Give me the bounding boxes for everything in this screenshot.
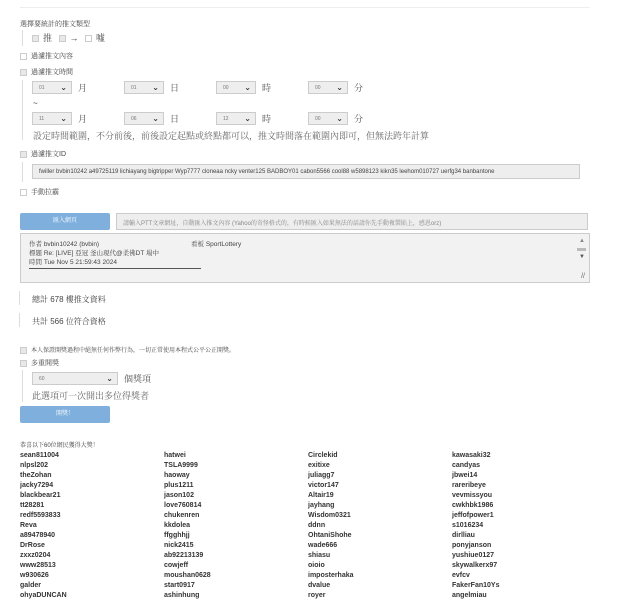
winner-name: rareribeye — [452, 482, 486, 489]
winner-name: Reva — [20, 522, 37, 529]
scroll-up-icon[interactable]: ▲ — [579, 238, 585, 244]
winner-name: jayhang — [308, 502, 335, 509]
start-month-select[interactable]: 01 ⌄ — [32, 81, 72, 94]
winner-name: TSLA9999 — [164, 462, 198, 469]
winner-name: w930626 — [20, 572, 49, 579]
winner-name: cowjeff — [164, 562, 189, 569]
winner-name: ab92213139 — [164, 552, 204, 559]
result-title: 恭喜以下60位網民獲得大獎！ — [20, 443, 99, 449]
winner-name: www28513 — [20, 562, 56, 569]
winner-name: moushan0628 — [164, 572, 211, 579]
filter-time-checkbox[interactable] — [20, 69, 27, 76]
start-day-select[interactable]: 01 ⌄ — [124, 81, 164, 94]
winner-name: evfcv — [452, 572, 470, 579]
winner-name: jbwei14 — [452, 472, 478, 479]
winner-name: FakerFan10Ys — [452, 582, 500, 589]
winner-name: victor147 — [308, 482, 339, 489]
filter-id-checkbox[interactable] — [20, 151, 27, 158]
article-author: bvbin10242 (bvbin) — [43, 241, 100, 248]
filter-id[interactable]: 過濾推文ID — [20, 149, 66, 159]
winner-name: Altair19 — [308, 492, 334, 499]
push-type-options — [32, 31, 105, 44]
winner-name: haoway — [164, 472, 190, 479]
winner-name: sean811004 — [20, 452, 59, 459]
manual-checkbox[interactable] — [20, 189, 27, 196]
winner-name: kkdolea — [164, 522, 191, 529]
multi-checkbox[interactable] — [20, 360, 27, 367]
winner-name: skywalkerx97 — [452, 562, 498, 569]
month-unit: 月 — [78, 114, 88, 124]
end-day-select[interactable]: 06 ⌄ — [124, 112, 164, 125]
boo-checkbox[interactable] — [85, 35, 92, 42]
winner-name: a89478940 — [20, 532, 56, 539]
scrollbar-thumb[interactable] — [577, 248, 586, 251]
prize-unit: 個獎項 — [124, 374, 152, 384]
start-minute-select[interactable]: 00 ⌄ — [308, 81, 348, 94]
winner-name: Wisdom0321 — [308, 512, 351, 519]
multi-hint: 此選項可一次開出多位得獎者 — [32, 391, 150, 401]
winner-name: jason102 — [164, 492, 194, 499]
winner-name: ashinhung — [164, 592, 200, 599]
eligible-count: 共計 566 位符合資格 — [32, 317, 106, 326]
filter-content[interactable]: 過濾推文內容 — [20, 51, 73, 61]
end-minute-select[interactable]: 00 ⌄ — [308, 112, 348, 125]
arrow-label: → — [69, 33, 79, 43]
winner-name: galder — [20, 582, 42, 589]
winner-name: OhtaniShohe — [308, 532, 352, 539]
scroll-down-icon[interactable]: ▼ — [579, 254, 585, 260]
day-unit: 日 — [170, 114, 180, 124]
push-checkbox[interactable] — [32, 35, 39, 42]
filter-id-input[interactable]: fwiller bvbin10242 a49725119 lichiayang bigtripper Wyp7777 cloneaa ncky venter125 BADBOY01 cabon5566 cool88 w5898123 kikn35 leehom010727 uerfg34 banbantone — [32, 164, 580, 179]
winner-name: chukenren — [164, 512, 200, 519]
winner-name: dirlliau — [452, 532, 475, 539]
top-divider — [20, 7, 590, 8]
winner-name: jacky7294 — [20, 482, 54, 489]
winner-name: start0917 — [164, 582, 195, 589]
hour-unit: 時 — [262, 114, 272, 124]
hour-unit: 時 — [262, 83, 272, 93]
boo-label: 噓 — [96, 33, 106, 43]
winner-name: dvalue — [308, 582, 331, 589]
winner-name: ohyaDUNCAN — [20, 592, 67, 599]
winner-name: plus1211 — [164, 482, 194, 489]
winner-name: DrRose — [20, 542, 45, 549]
winner-name: ponyjanson — [452, 542, 492, 549]
winner-name: juliagg7 — [308, 472, 335, 479]
article-title: Re: [LIVE] 亞冠 釜山現代@柔佛DT 場中 — [43, 250, 160, 257]
filter-time[interactable]: 過濾推文時間 — [20, 67, 73, 77]
winner-name: blackbear21 — [20, 492, 61, 499]
import-button[interactable]: 匯入網頁 — [20, 213, 110, 230]
winner-name: kawasaki32 — [452, 452, 491, 459]
winner-name: tt28281 — [20, 502, 45, 509]
start-hour-select[interactable]: 00 ⌄ — [216, 81, 256, 94]
winner-name: oioio — [308, 562, 325, 569]
article-time: Tue Nov 5 21:59:43 2024 — [43, 259, 117, 266]
article-board: SportLottery — [205, 241, 242, 248]
winner-name: ddnn — [308, 522, 326, 529]
winner-name: ffgghhjj — [164, 532, 190, 539]
time-hint: 設定時間範圍，不分前後，前後設定起點或終點都可以，推文時間落在範圍內即可，但無法跨年計算 — [33, 131, 430, 141]
push-type-label: 選擇要統計的推文類型 — [20, 21, 90, 28]
winner-name: redf5593833 — [20, 512, 61, 519]
day-unit: 日 — [170, 83, 180, 93]
winner-name: exitixe — [308, 462, 330, 469]
end-hour-select[interactable]: 12 ⌄ — [216, 112, 256, 125]
winner-name: s1016234 — [452, 522, 484, 529]
pledge-checkbox[interactable] — [20, 347, 27, 354]
month-unit: 月 — [78, 83, 88, 93]
winner-name: hatwei — [164, 452, 186, 459]
multi-draw[interactable]: 多重開獎 — [20, 358, 59, 368]
minute-unit: 分 — [354, 83, 364, 93]
winner-name: cwkhbk1986 — [452, 502, 494, 509]
arrow-checkbox[interactable] — [59, 35, 66, 42]
end-month-select[interactable]: 11 ⌄ — [32, 112, 72, 125]
manual-draw[interactable]: 手動拉霸 — [20, 187, 59, 197]
url-input[interactable]: 請輸入PTT文章網址，自動匯入推文內容 (Yahoo的奇怪格式的，有時候匯入如果無法的話請你先手動複製貼上，感恩orz) — [116, 213, 588, 230]
draw-button[interactable]: 開獎！ — [20, 406, 110, 423]
range-separator: ~ — [33, 99, 38, 108]
filter-content-checkbox[interactable] — [20, 53, 27, 60]
resize-handle-icon[interactable]: // — [581, 273, 585, 280]
winner-name: vevmissyou — [452, 492, 493, 499]
winner-name: nlpsl202 — [20, 462, 49, 469]
winner-name: zxxz0204 — [20, 552, 51, 559]
winner-name: nick2415 — [164, 542, 194, 549]
winner-name: shiasu — [308, 552, 331, 559]
prize-count-select[interactable]: 60 ⌄ — [32, 372, 118, 385]
winner-name: theZohan — [20, 472, 52, 479]
winner-name: yushiue0127 — [452, 552, 495, 559]
minute-unit: 分 — [354, 114, 364, 124]
pledge[interactable]: 本人保證開獎過程中絕無任何作弊行為，一切正常使用本程式公平公正開獎。 — [20, 345, 235, 354]
winner-name: angelmiau — [452, 592, 487, 599]
push-label: 推 — [43, 33, 53, 43]
winner-name: jeffofpower1 — [452, 512, 494, 519]
winner-name: wade666 — [308, 542, 338, 549]
winner-name: Circlekid — [308, 452, 338, 459]
total-count: 總計 678 樓推文資料 — [32, 295, 106, 304]
winner-name: royer — [308, 592, 326, 599]
article-textarea[interactable]: 作者 bvbin10242 (bvbin) 看板 SportLottery 標題 Re: [LIVE] 亞冠 釜山現代@柔佛DT 場中 時間 Tue Nov 5 21:59:43 2024 ▲ ▼ // — [20, 233, 590, 283]
winner-name: love760814 — [164, 502, 202, 509]
winner-name: imposterhaka — [308, 572, 354, 579]
winner-name: candyas — [452, 462, 481, 469]
